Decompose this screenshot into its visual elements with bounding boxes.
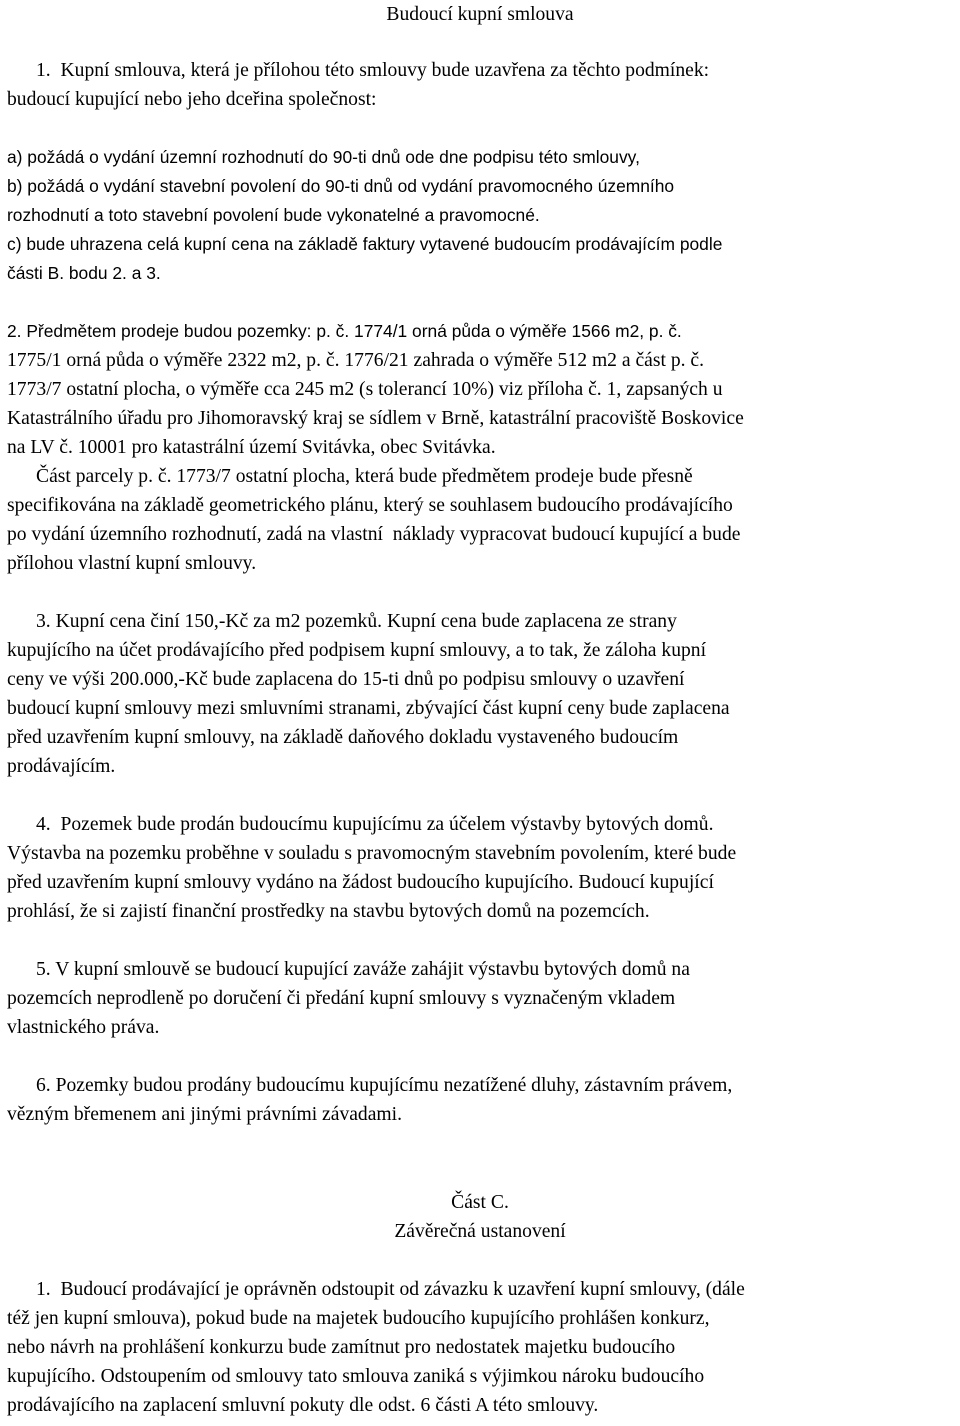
condition-b-line-1: b) požádá o vydání stavební povolení do 90-ti dnů od vydání pravomocného územního (7, 176, 675, 196)
section-4-line-3: před uzavřením kupní smlouvy vydáno na žádost budoucího kupujícího. Budoucí kupující (7, 872, 714, 893)
part-c-line-1: 1. Budoucí prodávající je oprávněn odstoupit od závazku k uzavření kupní smlouvy, (dále (36, 1279, 745, 1300)
condition-b-line-2: rozhodnutí a toto stavební povolení bude vykonatelné a pravomocné. (7, 205, 540, 225)
section-3-line-5: před uzavřením kupní smlouvy, na základě daňového dokladu vystaveného budoucím (7, 727, 679, 748)
section-4-line-1: 4. Pozemek bude prodán budoucímu kupujícímu za účelem výstavby bytových domů. (36, 814, 714, 835)
section-3-line-6: prodávajícím. (7, 756, 116, 777)
section-2-line-9: přílohou vlastní kupní smlouvy. (7, 553, 257, 574)
section-3-line-1: 3. Kupní cena činí 150,-Kč za m2 pozemků. Kupní cena bude zaplacena ze strany (36, 611, 677, 632)
section-3-line-2: kupujícího na účet prodávajícího před podpisem kupní smlouvy, a to tak, že záloha kupní (7, 640, 707, 661)
document-title: Budoucí kupní smlouva (386, 4, 574, 25)
section-4-line-4: prohlásí, že si zajistí finanční prostředky na stavbu bytových domů na pozemcích. (7, 901, 650, 922)
section-2-line-2: 1775/1 orná půda o výměře 2322 m2, p. č. 1776/21 zahrada o výměře 512 m2 a část p. č. (7, 350, 705, 371)
condition-c-line-2: části B. bodu 2. a 3. (7, 263, 161, 283)
section-6-line-1: 6. Pozemky budou prodány budoucímu kupujícímu nezatížené dluhy, zástavním právem, (36, 1075, 733, 1096)
section-1-line-1: 1. Kupní smlouva, která je přílohou této smlouvy bude uzavřena za těchto podmínek: (36, 60, 710, 81)
section-5-line-2: pozemcích neprodleně po doručení či předání kupní smlouvy s vyznačeným vkladem (7, 988, 676, 1009)
part-c-line-2: též jen kupní smlouva), pokud bude na majetek budoucího kupujícího prohlášen konkurz, (7, 1308, 710, 1329)
condition-c-line-1: c) bude uhrazena celá kupní cena na základě faktury vytavené budoucím prodávajícím podle (7, 234, 723, 254)
section-2-line-7: specifikována na základě geometrického plánu, který se souhlasem budoucího prodávajícího (7, 495, 733, 516)
part-c-line-4: kupujícího. Odstoupením od smlouvy tato smlouva zaniká s výjimkou nároku budoucího (7, 1366, 705, 1387)
section-2-line-1: 2. Předmětem prodeje budou pozemky: p. č. 1774/1 orná půda o výměře 1566 m2, p. č. (7, 321, 682, 341)
part-c-line-3: nebo návrh na prohlášení konkurzu bude zamítnut pro nedostatek majetku budoucího (7, 1337, 676, 1358)
condition-a: a) požádá o vydání územní rozhodnutí do 90-ti dnů ode dne podpisu této smlouvy, (7, 147, 640, 167)
section-2-line-5: na LV č. 10001 pro katastrální území Svitávka, obec Svitávka. (7, 437, 496, 458)
section-2-line-4: Katastrálního úřadu pro Jihomoravský kraj se sídlem v Brně, katastrální pracoviště Boskovice (7, 408, 744, 429)
section-3-line-3: ceny ve výši 200.000,-Kč bude zaplacena do 15-ti dnů po podpisu smlouvy o uzavření (7, 669, 685, 690)
section-2-line-3: 1773/7 ostatní plocha, o výměře cca 245 m2 (s tolerancí 10%) viz příloha č. 1, zapsaných u (7, 379, 723, 400)
section-2-line-8: po vydání územního rozhodnutí, zadá na vlastní náklady vypracovat budoucí kupující a bude (7, 524, 741, 545)
part-c-line-5: prodávajícího na zaplacení smluvní pokuty dle odst. 6 části A této smlouvy. (7, 1395, 599, 1416)
section-4-line-2: Výstavba na pozemku proběhne v souladu s pravomocným stavebním povolením, které bude (7, 843, 737, 864)
part-c-heading: Část C. (451, 1192, 509, 1213)
part-c-subheading: Závěrečná ustanovení (394, 1221, 566, 1242)
section-5-line-1: 5. V kupní smlouvě se budoucí kupující zaváže zahájit výstavbu bytových domů na (36, 959, 690, 980)
section-3-line-4: budoucí kupní smlouvy mezi smluvními stranami, zbývající část kupní ceny bude zaplacena (7, 698, 730, 719)
section-5-line-3: vlastnického práva. (7, 1017, 160, 1038)
section-6-line-2: vězným břemenem ani jinými právními závadami. (7, 1104, 403, 1125)
section-2-line-6: Část parcely p. č. 1773/7 ostatní plocha, která bude předmětem prodeje bude přesně (36, 466, 693, 487)
section-1-line-2: budoucí kupující nebo jeho dceřina společnost: (7, 89, 377, 110)
